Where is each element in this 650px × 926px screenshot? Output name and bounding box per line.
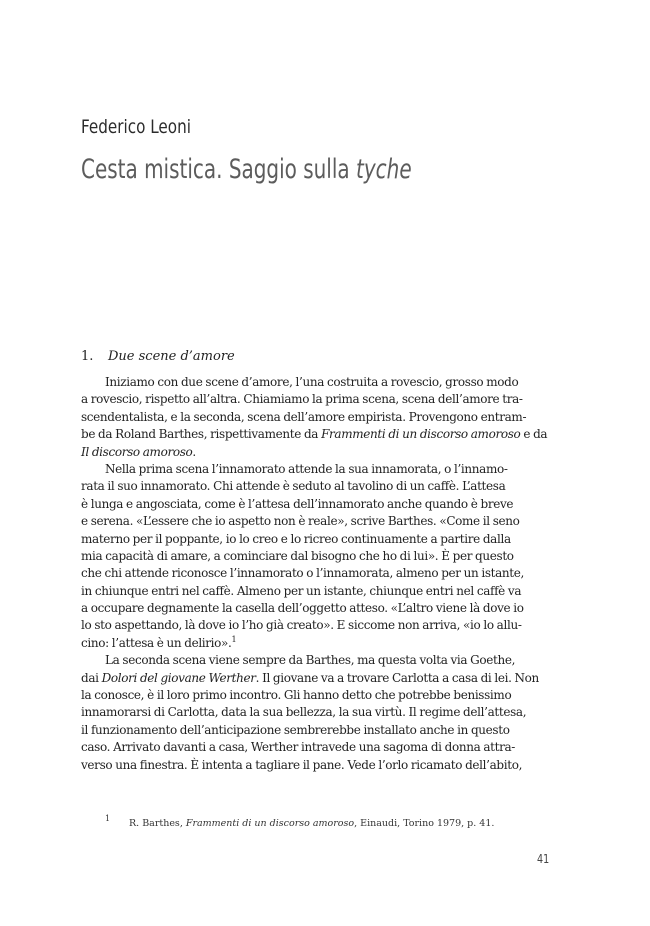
text-line: materno per il poppante, io lo creo e lo ricreo continuamente a partire dalla [81, 531, 511, 546]
text-line: il funzionamento dell’anticipazione sembrerebbe installato anche in questo [81, 722, 510, 737]
section-heading [81, 349, 561, 364]
text-line: mia capacità di amare, a cominciare dal bisogno che ho di lui». È per questo [81, 548, 514, 563]
text-line: la conosce, è il loro primo incontro. Gli hanno detto che potrebbe benissimo [81, 688, 512, 703]
page-number: 41 [537, 852, 550, 866]
chapter-title-italic: tyche [356, 154, 412, 185]
text-line: verso una finestra. È intenta a tagliare il pane. Vede l’orlo ricamato dell’abito, [81, 757, 523, 772]
text-line: Nella prima scena l’innamorato attende la sua innamorata, o l’innamo- [105, 461, 508, 476]
text-line: rata il suo innamorato. Chi attende è seduto al tavolino di un caffè. L’attesa [81, 479, 506, 494]
text-line [81, 635, 572, 652]
footnote-author: R. Barthes [129, 818, 180, 829]
text-line: a occupare degnamente la casella dell’oggetto atteso. «L’altro viene là dove io [81, 601, 524, 616]
text-run: . Il giovane va a trovare Carlotta a casa di lei. Non [255, 670, 539, 685]
footnote-text [129, 818, 494, 829]
text-run: . [192, 444, 196, 459]
text-line: che chi attende riconosce l’innamorato o l’innamorata, almeno per un istante, [81, 566, 524, 581]
section-title: Due scene d’amore [108, 349, 235, 364]
text-line [81, 670, 572, 687]
body-text [81, 374, 572, 774]
text-run: dai [81, 670, 102, 685]
chapter-title-main: Cesta mistica. Saggio sulla [81, 154, 357, 185]
book-title: Frammenti di un discorso amoroso [321, 427, 521, 442]
text-run: be da Roland Barthes, rispettivamente da [81, 427, 322, 442]
text-line: lo sto aspettando, là dove io l’ho già creato». E siccome non arriva, «io lo allu- [81, 618, 522, 633]
text-line [81, 444, 572, 461]
book-title: Il discorso amoroso [81, 444, 193, 459]
text-run: cino: l’attesa è un delirio». [81, 635, 232, 650]
footnote-marker[interactable]: 1 [231, 634, 237, 644]
footnote-work: Frammenti di un discorso amoroso [185, 818, 355, 829]
section-number: 1. [81, 349, 94, 364]
author-name: Federico Leoni [81, 116, 191, 138]
book-title: Dolori del giovane Werther [101, 670, 256, 685]
text-line: caso. Arrivato davanti a casa, Werther intravede una sagoma di donna attra- [81, 740, 516, 755]
text-line: e serena. «L’essere che io aspetto non è reale», scrive Barthes. «Come il seno [81, 514, 520, 529]
footnote-number: 1 [105, 814, 111, 823]
text-line: in chiunque entri nel caffè. Almeno per un istante, chiunque entri nel caffè va [81, 583, 522, 598]
text-line: scendentalista, e la seconda, scena dell’amore empirista. Provengono entram- [81, 409, 527, 424]
chapter-title [81, 154, 412, 185]
text-line: a rovescio, rispetto all’altra. Chiamiamo la prima scena, scena dell’amore tra- [81, 392, 523, 407]
footnote-separator: , [179, 818, 186, 829]
text-line: La seconda scena viene sempre da Barthes, ma questa volta via Goethe, [105, 653, 516, 668]
text-line [81, 426, 572, 443]
text-run: e da [520, 427, 548, 442]
text-line: è lunga e angosciata, come è l’attesa dell’innamorato anche quando è breve [81, 496, 514, 511]
footnote-rest: , Einaudi, Torino 1979, p. 41. [354, 818, 495, 829]
text-line: innamorarsi di Carlotta, data la sua bellezza, la sua virtù. Il regime dell’attesa, [81, 705, 527, 720]
text-line: Iniziamo con due scene d’amore, l’una costruita a rovescio, grosso modo [105, 375, 519, 389]
